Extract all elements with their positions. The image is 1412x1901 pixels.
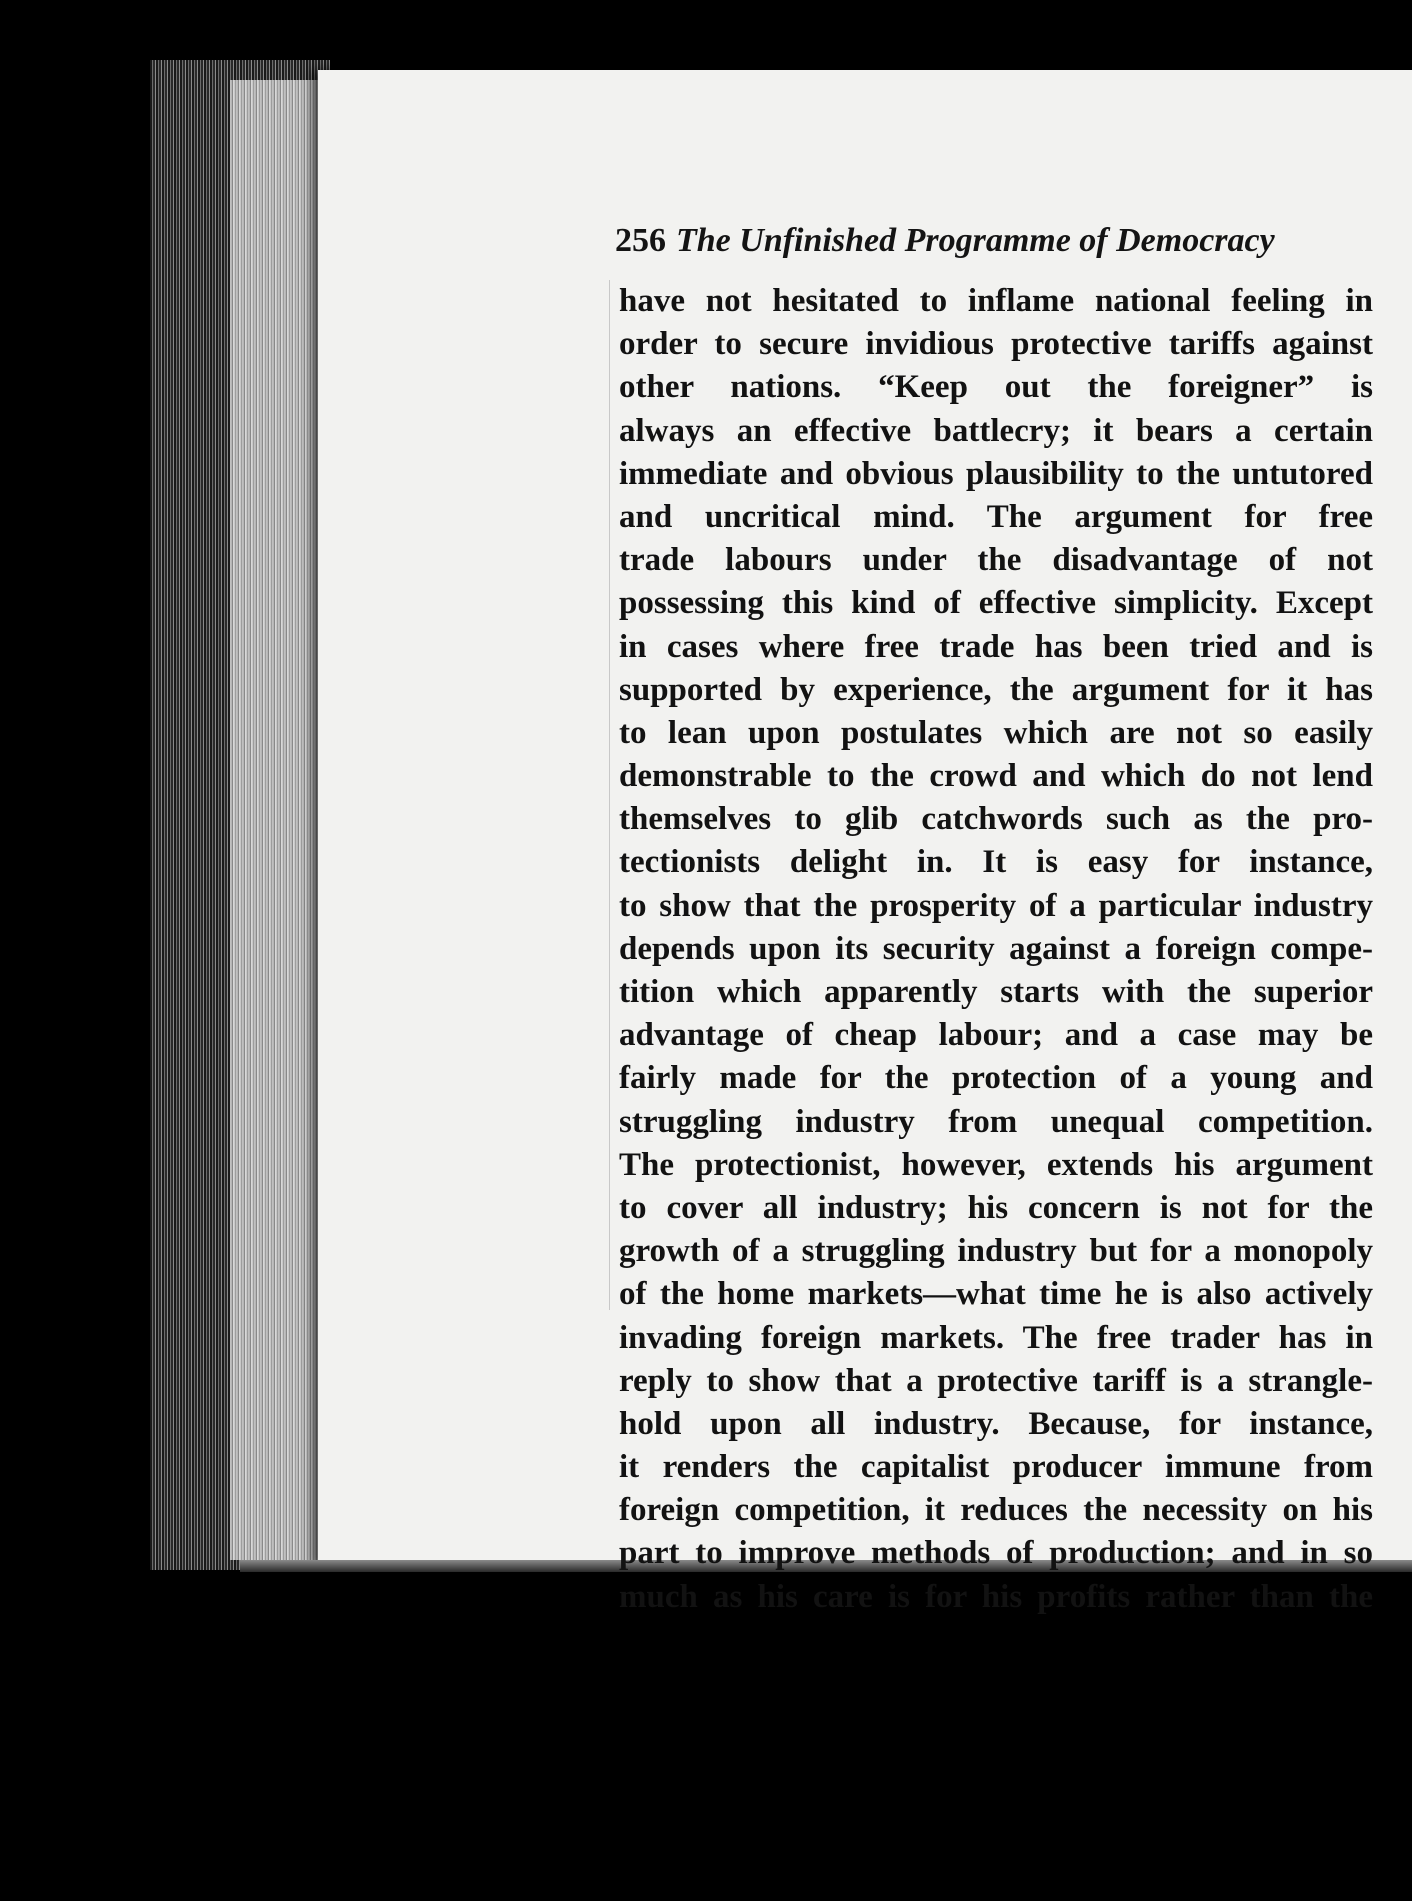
text-line: immediate and obvious plausibility to the untutored	[619, 455, 1373, 492]
text-line: trade labours under the disadvantage of not	[619, 542, 1373, 579]
text-line: possessing this kind of effective simplicity. Except	[619, 585, 1373, 622]
text-line: have not hesitated to inflame national feeling in	[619, 283, 1373, 319]
text-line: and uncritical mind. The argument for free	[619, 498, 1373, 535]
text-line: struggling industry from unequal competition.	[619, 1103, 1373, 1140]
text-line: much as his care is for his profits rather than the	[619, 1578, 1373, 1615]
text-line: invading foreign markets. The free trader has in	[619, 1319, 1373, 1356]
text-line: hold upon all industry. Because, for instance,	[619, 1405, 1373, 1442]
text-line: to cover all industry; his concern is not for the	[619, 1189, 1373, 1226]
text-line: demonstrable to the crowd and which do not lend	[619, 758, 1373, 795]
text-line: part to improve methods of production; and in so	[619, 1535, 1373, 1572]
text-line: foreign competition, it reduces the necessity on his	[619, 1492, 1373, 1529]
text-line: in cases where free trade has been tried and is	[619, 628, 1373, 665]
text-line: advantage of cheap labour; and a case may be	[619, 1017, 1373, 1054]
text-line: order to secure invidious protective tariffs against	[619, 326, 1373, 363]
text-line: it renders the capitalist producer immune from	[619, 1449, 1373, 1486]
text-line: reply to show that a protective tariff is a strangle-	[619, 1362, 1373, 1399]
text-line: of the home markets—what time he is also actively	[619, 1276, 1373, 1313]
text-line: The protectionist, however, extends his argument	[619, 1146, 1373, 1183]
text-line: depends upon its security against a foreign compe-	[619, 930, 1373, 967]
book-title: The Unfinished Programme of Democracy	[676, 222, 1275, 259]
text-line: fairly made for the protection of a young and	[619, 1060, 1373, 1097]
text-line: supported by experience, the argument for it has	[619, 671, 1373, 708]
text-line: always an effective battlecry; it bears a certain	[619, 412, 1373, 449]
margin-rule	[609, 280, 610, 1310]
text-line: tectionists delight in. It is easy for instance,	[619, 844, 1373, 881]
text-line: tition which apparently starts with the superior	[619, 974, 1373, 1010]
text-line: to lean upon postulates which are not so easily	[619, 714, 1373, 751]
text-line: themselves to glib catchwords such as the pro-	[619, 801, 1373, 838]
book-page-edges-highlight	[230, 80, 325, 1560]
body-text	[619, 280, 1373, 1619]
running-head	[615, 222, 1375, 260]
text-line: other nations. “Keep out the foreigner” is	[619, 369, 1373, 406]
text-line: growth of a struggling industry but for a monopoly	[619, 1233, 1373, 1270]
text-line: to show that the prosperity of a particular industry	[619, 887, 1373, 924]
page-number: 256	[615, 222, 666, 259]
